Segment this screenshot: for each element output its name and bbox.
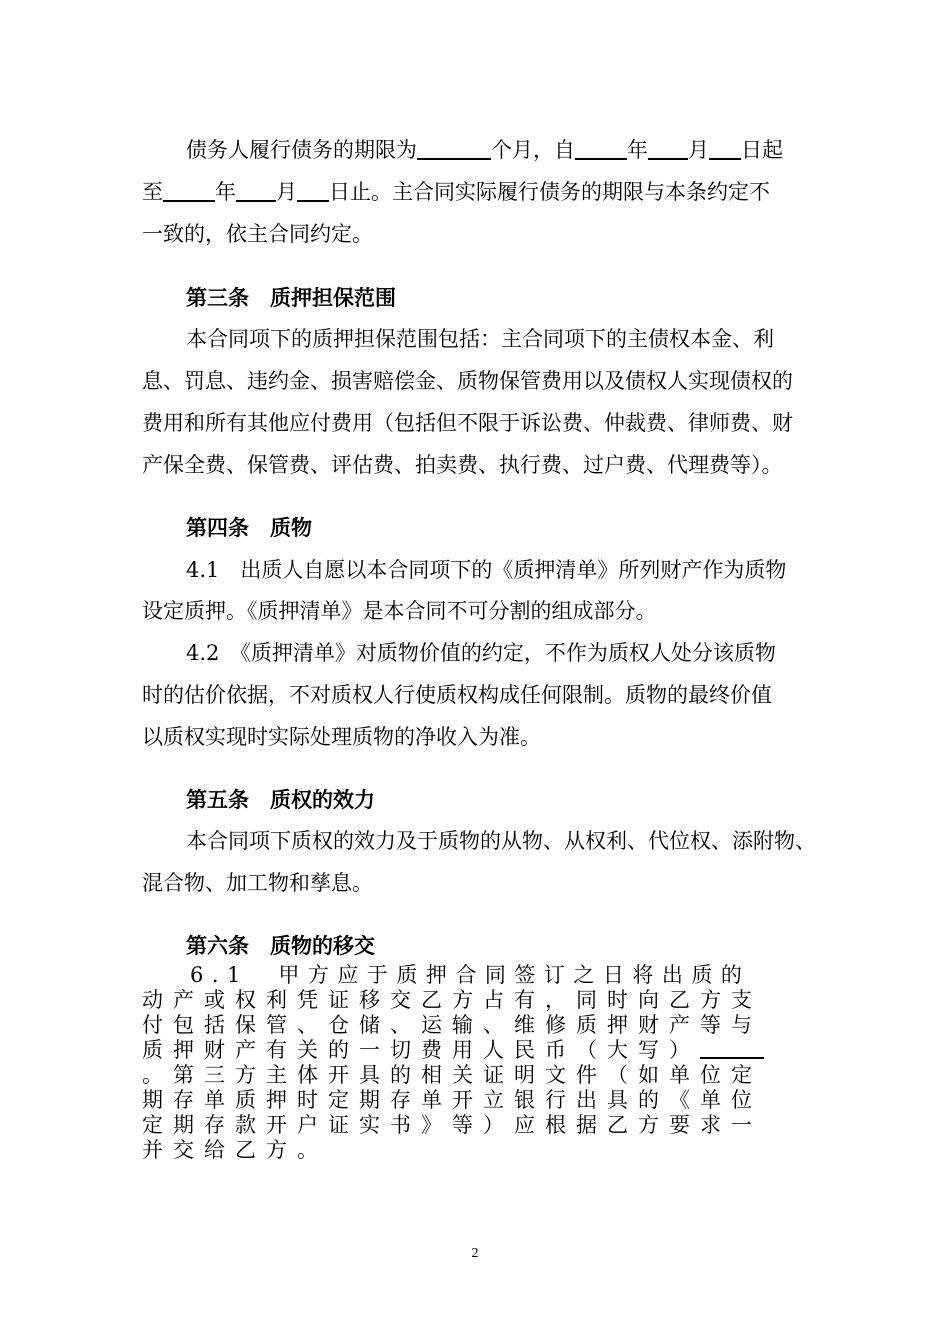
section-4-line: 4.1 出质人自愿以本合同项下的《质押清单》所列财产作为质物 [186,558,787,582]
text: 月 [688,138,709,162]
section-6-line: 并交给乙方。 [142,1138,328,1162]
text: 至 [142,180,163,204]
text: 年 [627,138,648,162]
blank-months [417,138,491,160]
section-6-line: 。第三方主体开具的相关证明文件（如单位定 [142,1063,762,1087]
blank-amount [700,1039,764,1059]
section-6-line: 期存单质押时定期存单开立银行出具的《单位 [142,1088,762,1112]
section-3-heading: 第三条 质押担保范围 [186,285,396,310]
section-3-line: 息、罚息、违约金、损害赔偿金、质物保管费用以及债权人实现债权的 [142,369,793,393]
blank-day [297,180,329,202]
page-number: 2 [471,1246,479,1261]
text: 个月，自 [491,138,575,162]
section-5-heading: 第五条 质权的效力 [186,787,375,812]
section-4-line: 4.2 《质押清单》对质物价值的约定，不作为质权人处分该质物 [186,641,776,665]
text: 日起 [741,138,783,162]
section-6-line: 6.1 甲方应于质押合同签订之日将出质的 [190,963,751,987]
section-6-heading: 第六条 质物的移交 [186,933,375,958]
section-4-line: 以质权实现时实际处理质物的净收入为准。 [142,725,541,749]
text: 债务人履行债务的期限为 [186,138,417,162]
section-4-heading: 第四条 质物 [186,515,312,540]
blank-year [575,138,627,160]
section-5-line: 本合同项下质权的效力及于质物的从物、从权利、代位权、添附物、 [186,829,816,853]
text: 质押财产有关的一切费用人民币（大写） [142,1038,700,1062]
term-line-3: 一致的，依主合同约定。 [142,222,373,246]
section-3-line: 产保全费、保管费、评估费、拍卖费、执行费、过户费、代理费等）。 [142,453,783,477]
text: 日止。主合同实际履行债务的期限与本条约定不 [329,180,770,204]
text: 月 [276,180,297,204]
section-3-line: 费用和所有其他应付费用（包括但不限于诉讼费、仲裁费、律师费、财 [142,411,793,435]
section-4-line: 设定质押。《质押清单》是本合同不可分割的组成部分。 [142,599,657,623]
blank-day [709,138,741,160]
section-4-line: 时的估价依据，不对质权人行使质权构成任何限制。质物的最终价值 [142,683,772,707]
blank-month [236,180,276,202]
term-line-2 [142,177,832,207]
section-6-line: 定期存款开户证实书》等）应根据乙方要求一 [142,1113,762,1137]
blank-month [648,138,688,160]
text: 年 [215,180,236,204]
blank-year [163,180,215,202]
section-5-line: 混合物、加工物和孳息。 [142,871,373,895]
section-6-line: 付包括保管、仓储、运输、维修质押财产等与 [142,1013,762,1037]
section-3-line: 本合同项下的质押担保范围包括：主合同项下的主债权本金、利 [186,327,774,351]
term-line-1 [186,135,832,165]
section-6-line: 动产或权利凭证移交乙方占有，同时向乙方支 [142,988,762,1012]
